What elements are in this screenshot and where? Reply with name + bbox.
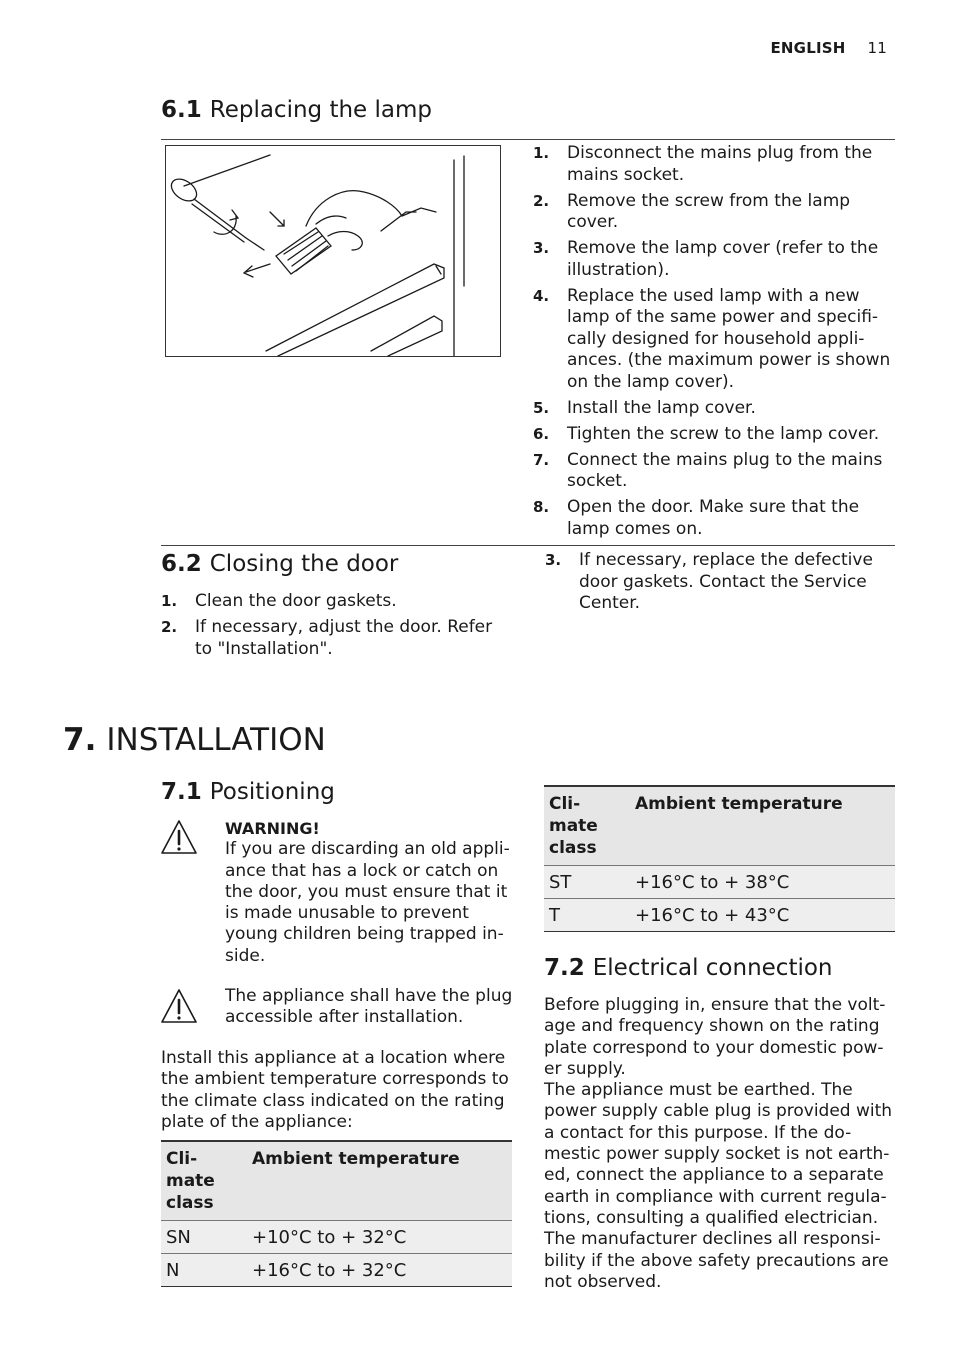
chapter-7-heading: [63, 721, 326, 759]
climate-table-left: [161, 1140, 512, 1287]
section-divider: [161, 139, 895, 140]
table-header-temp: Ambient temperature: [247, 1141, 512, 1221]
lamp-replacement-drawing: [166, 146, 500, 356]
chapter-number: 7.: [63, 722, 97, 758]
table-cell-temp: +16°C to + 32°C: [247, 1254, 512, 1287]
table-header-temp: Ambient temperature: [630, 786, 895, 866]
list-item: [533, 497, 893, 540]
section-title: Positioning: [209, 779, 335, 805]
electrical-para-2: The appliance must be earthed. The power supply cable plug is provided with a contact for this purpose. If the do-mestic power supply socket is not earth-ed, connect the appliance to a separate earth in compliance with current regula-tions, consulting a qualified electrician. The manufacturer declines all responsi-bility if the above safety precautions are not observed.: [544, 1080, 893, 1292]
list-item: [533, 424, 893, 446]
step-text: Clean the door gaskets.: [195, 591, 397, 611]
table-cell-temp: +10°C to + 32°C: [247, 1221, 512, 1254]
section-title: Electrical connection: [592, 955, 833, 981]
section-title: Closing the door: [209, 551, 399, 577]
table-row: [544, 866, 895, 899]
section-divider: [161, 545, 895, 546]
step-number: 4.: [533, 286, 550, 305]
step-number: 8.: [533, 498, 550, 516]
list-item: [533, 191, 893, 234]
list-item: [533, 450, 893, 493]
step-text: Install the lamp cover.: [567, 397, 756, 418]
section-title: Replacing the lamp: [209, 97, 433, 123]
step-text: Connect the mains plug to the mains socket.: [567, 449, 883, 491]
step-text: Tighten the screw to the lamp cover.: [567, 423, 880, 444]
step-number: 5.: [533, 398, 550, 417]
step-number: 1.: [161, 592, 178, 610]
lamp-steps-list: [533, 143, 893, 545]
table-header-class: Cli-mate class: [544, 786, 630, 866]
list-item: [533, 238, 893, 281]
table-row: [161, 1254, 512, 1287]
climate-table-right: [544, 785, 895, 932]
step-text: Open the door. Make sure that the lamp comes on.: [567, 497, 860, 539]
electrical-para-1: Before plugging in, ensure that the volt-age and frequency shown on the rating plate correspond to your domestic pow-er supply.: [544, 995, 886, 1079]
step-number: 3.: [545, 551, 562, 569]
warning-triangle-icon: [159, 818, 199, 860]
table-row: [161, 1221, 512, 1254]
table-header-row: [161, 1141, 512, 1221]
list-item: [533, 286, 893, 394]
caution-triangle-icon: [159, 987, 199, 1029]
table-cell-class: N: [161, 1254, 247, 1287]
electrical-text: [544, 995, 896, 1293]
step-text: If necessary, replace the defective door gaskets. Contact the Service Center.: [579, 550, 873, 613]
list-item: [545, 550, 885, 615]
step-number: 2.: [161, 618, 178, 636]
list-item: [533, 398, 893, 420]
positioning-intro: Install this appliance at a location where the ambient temperature corresponds to the climate class indicated on the rating plate of the appliance:: [161, 1048, 509, 1132]
step-text: Remove the screw from the lamp cover.: [567, 190, 851, 232]
section-number: 6.1: [161, 97, 202, 123]
chapter-title: INSTALLATION: [106, 722, 326, 758]
list-item: [161, 591, 501, 613]
note-text: The appliance shall have the plug accessible after installation.: [225, 986, 513, 1028]
table-cell-temp: +16°C to + 38°C: [630, 866, 895, 899]
table-header-row: [544, 786, 895, 866]
step-text: Remove the lamp cover (refer to the illustration).: [567, 238, 879, 280]
warning-block: [225, 818, 515, 967]
door-steps-list-continued: [545, 550, 885, 619]
section-number: 7.1: [161, 779, 202, 805]
table-cell-temp: +16°C to + 43°C: [630, 899, 895, 932]
step-number: 2.: [533, 191, 550, 210]
table-cell-class: T: [544, 899, 630, 932]
section-7-1-heading: [161, 778, 335, 806]
table-row: [544, 899, 895, 932]
table-header-class: Cli-mate class: [161, 1141, 247, 1221]
list-item: [533, 143, 893, 186]
section-6-1-heading: [161, 96, 432, 124]
list-item: [161, 617, 501, 660]
step-text: Disconnect the mains plug from the mains socket.: [567, 143, 873, 185]
section-7-2-heading: [544, 954, 833, 982]
section-number: 6.2: [161, 551, 202, 577]
step-number: 1.: [533, 144, 550, 162]
step-number: 6.: [533, 424, 550, 443]
page-header: [770, 39, 887, 57]
section-number: 7.2: [544, 955, 585, 981]
table-cell-class: ST: [544, 866, 630, 899]
step-number: 3.: [533, 239, 550, 257]
section-6-2-heading: [161, 550, 398, 578]
warning-text: If you are discarding an old appli-ance that has a lock or catch on the door, you must ensure that it is made unusable to prevent young children being trapped in-side.: [225, 839, 510, 966]
page-number: 11: [867, 39, 887, 57]
warning-title: WARNING!: [225, 819, 320, 838]
door-steps-list: [161, 591, 501, 665]
language-label: ENGLISH: [770, 39, 846, 57]
lamp-illustration: [165, 145, 501, 357]
table-cell-class: SN: [161, 1221, 247, 1254]
step-text: If necessary, adjust the door. Refer to "Installation".: [195, 617, 493, 659]
step-text: Replace the used lamp with a new lamp of the same power and specifi-cally designed for household appli-ances. (the maximum power is shown on the lamp cover).: [567, 285, 891, 392]
step-number: 7.: [533, 450, 550, 469]
